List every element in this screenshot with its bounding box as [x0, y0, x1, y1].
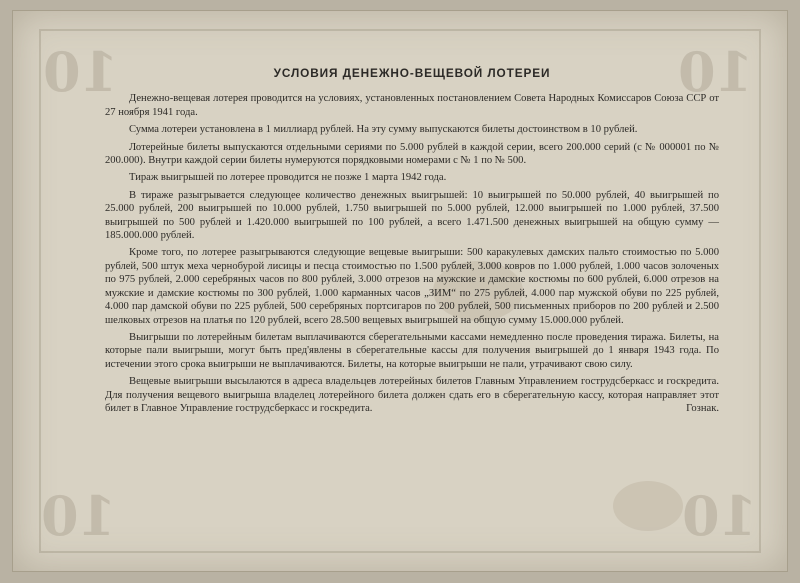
corner-denomination-top-left: 10	[43, 40, 119, 104]
corner-denomination-bottom-left: 10	[41, 484, 117, 548]
paragraph-1: Денежно-вещевая лотерея проводится на условиях, установленных постановлением Совета Народных Комиссаров Союза ССР от 27 ноября 1941 года.	[105, 93, 719, 118]
paragraph-7: Выигрыши по лотерейным билетам выплачиваются сберегательными кассами немедленно после проведения тиража. Билеты, на которые пали выигрыши, могут быть пред'явлены в сберегательные кассы для получения выигрышей до 1 января 1943 года. По истечении этого срока выигрыши не выплачиваются. Билеты, на которые выигрыши не пали, утрачивают свою силу.	[105, 331, 719, 370]
conditions-text	[105, 67, 719, 416]
paragraph-4: Тираж выигрышей по лотерее проводится не позже 1 марта 1942 года.	[129, 172, 447, 184]
lottery-ticket-back	[12, 10, 788, 572]
paragraph-6: Кроме того, по лотерее разыгрываются следующие вещевые выигрыши: 500 каракулевых дамских пальто стоимостью по 5.000 рублей, 500 штук меха чернобурой лисицы и песца стоимостью по 1.500 рублей, 3.000 ковров по 1.000 рублей, 1.000 часов золоченых по 975 рублей, 2.000 серебряных часов по 800 рублей, 3.000 отрезов на мужские и дамские костюмы по 600 рублей, 6.000 отрезов на мужские и дамские костюмы по 300 рублей, 1.000 карманных часов „ЗИМ“ по 275 рублей, 4.000 пар мужской обуви по 225 рублей, 4.000 пар дамской обуви по 225 рублей, 500 серебряных портсигаров по 200 рублей, 500 письменных приборов по 200 рублей и 2.500 шелковых отрезов на платья по 120 рублей, всего 28.500 вещевых выигрышей на общую сумму 15.000.000 рублей.	[105, 247, 719, 326]
paragraph-3: Лотерейные билеты выпускаются отдельными сериями по 5.000 рублей в каждой серии, всего 200.000 серий (с № 000001 по № 200.000). Внутри каждой серии билеты нумеруются порядковыми номерами с № 1 по № 500.	[105, 141, 719, 167]
signature: Гознак.	[686, 403, 719, 415]
corner-denomination-bottom-right: 10	[681, 484, 757, 548]
paragraph-8	[105, 375, 719, 415]
paragraph-2: Сумма лотереи установлена в 1 миллиард рублей. На эту сумму выпускаются билеты достоинством в 10 рублей.	[129, 124, 638, 136]
document-title: УСЛОВИЯ ДЕНЕЖНО-ВЕЩЕВОЙ ЛОТЕРЕИ	[273, 66, 551, 80]
paragraph-5: В тираже разыгрывается следующее количество денежных выигрышей: 10 выигрышей по 50.000 рублей, 40 выигрышей по 25.000 рублей, 200 выигрышей по 10.000 рублей, 1.750 выигрышей по 5.000 рублей, 12.000 выигрышей по 1.000 рублей, 37.500 выигрышей по 500 рублей и 1.420.000 выигрышей по 100 рублей, а всего 1.471.500 денежных выигрышей на общую сумму — 185.000.000 рублей.	[105, 189, 719, 242]
paragraph-8-text: Вещевые выигрыши высылаются в адреса владельцев лотерейных билетов Главным Управлением гострудсберкасс и госкредита. Для получения вещевого выигрыша владелец лотерейного билета должен сдать его в сберегательную кассу, которая направляет этот билет в Главное Управление гострудсберкасс и госкредита.	[105, 376, 719, 414]
corner-denomination-top-right: 10	[677, 40, 753, 104]
